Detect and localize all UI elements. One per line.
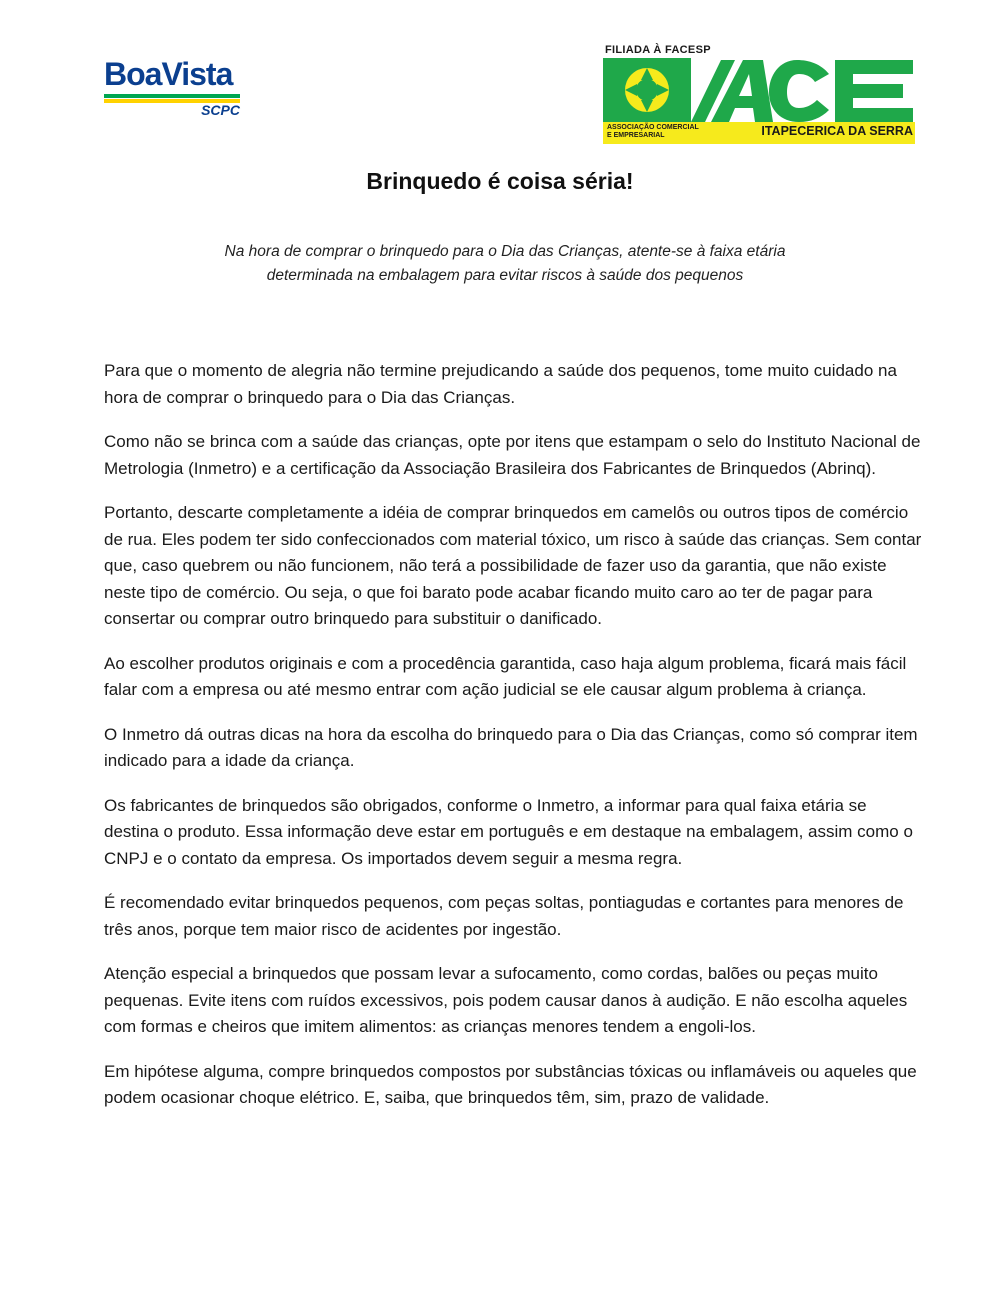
ace-assoc-line1: ASSOCIAÇÃO COMERCIAL [607, 124, 699, 131]
ace-filiada-text: FILIADA À FACESP [605, 44, 711, 56]
paragraph-8: Atenção especial a brinquedos que possam levar a sufocamento, como cordas, balões ou peças muito pequenas. Evite itens com ruídos excessivos, pois podem causar danos à audição. E não escolha aqueles com formas e cheiros que imitem alimentos: as crianças menores tendem a engoli-los. [104, 964, 908, 1036]
paragraph-3: Portanto, descarte completamente a idéia de comprar brinquedos em camelôs ou outros tipos de comércio de rua. Eles podem ter sido confeccionados com material tóxico, um risco à saúde das crianças. Sem contar que, caso quebrem ou não funcionem, não terá a possibilidade de fazer uso da garantia, que não existe neste tipo de comércio. Ou seja, o que foi barato pode acabar ficando muito caro ao ter de pagar para consertar ou comprar outro brinquedo para substituir o danificado. [104, 503, 922, 628]
paragraph-7: É recomendado evitar brinquedos pequenos, com peças soltas, pontiagudas e cortantes para menores de três anos, porque tem maior risco de acidentes por ingestão. [104, 893, 904, 939]
subtitle-line-2: determinada na embalagem para evitar riscos à saúde dos pequenos [266, 267, 744, 284]
boavista-logo-subtext: SCPC [201, 102, 240, 118]
paragraph-9: Em hipótese alguma, compre brinquedos compostos por substâncias tóxicas ou inflamáveis ou aqueles que podem ocasionar choque elétrico. E, saiba, que brinquedos têm, sim, prazo de validade. [104, 1061, 917, 1107]
subtitle-line-1: Na hora de comprar o brinquedo para o Dia das Crianças, atente-se à faixa etária [224, 243, 786, 260]
paragraph-4: Ao escolher produtos originais e com a procedência garantida, caso haja algum problema, ficará mais fácil falar com a empresa ou até mesmo entrar com ação judicial se ele causar algum problema à criança. [104, 653, 907, 699]
page-title: Brinquedo é coisa séria! [366, 168, 634, 194]
ace-assoc-line2: E EMPRESARIAL [607, 132, 665, 139]
boavista-logo-text: BoaVista [104, 56, 233, 92]
ace-logo [603, 44, 915, 144]
article-subtitle [160, 240, 850, 288]
article-body [104, 358, 924, 1130]
ace-city-text: ITAPECERICA DA SERRA [761, 124, 913, 138]
boavista-logo [104, 56, 244, 122]
ace-assoc-text [607, 124, 727, 140]
paragraph-1: Para que o momento de alegria não termine prejudicando a saúde dos pequenos, tome muito cuidado na hora de comprar o brinquedo para o Dia das Crianças. [104, 361, 897, 407]
paragraph-5: O Inmetro dá outras dicas na hora da escolha do brinquedo para o Dia das Crianças, como só comprar item indicado para a idade da criança. [104, 724, 918, 770]
paragraph-2: Como não se brinca com a saúde das crianças, opte por itens que estampam o selo do Instituto Nacional de Metrologia (Inmetro) e a certificação da Associação Brasileira dos Fabricantes de Brinquedos (Abrinq). [104, 432, 921, 478]
paragraph-6: Os fabricantes de brinquedos são obrigados, conforme o Inmetro, a informar para qual faixa etária se destina o produto. Essa informação deve estar em português e em destaque na embalagem, assim como o CNPJ e o contato da empresa. Os importados devem seguir a mesma regra. [104, 795, 913, 868]
